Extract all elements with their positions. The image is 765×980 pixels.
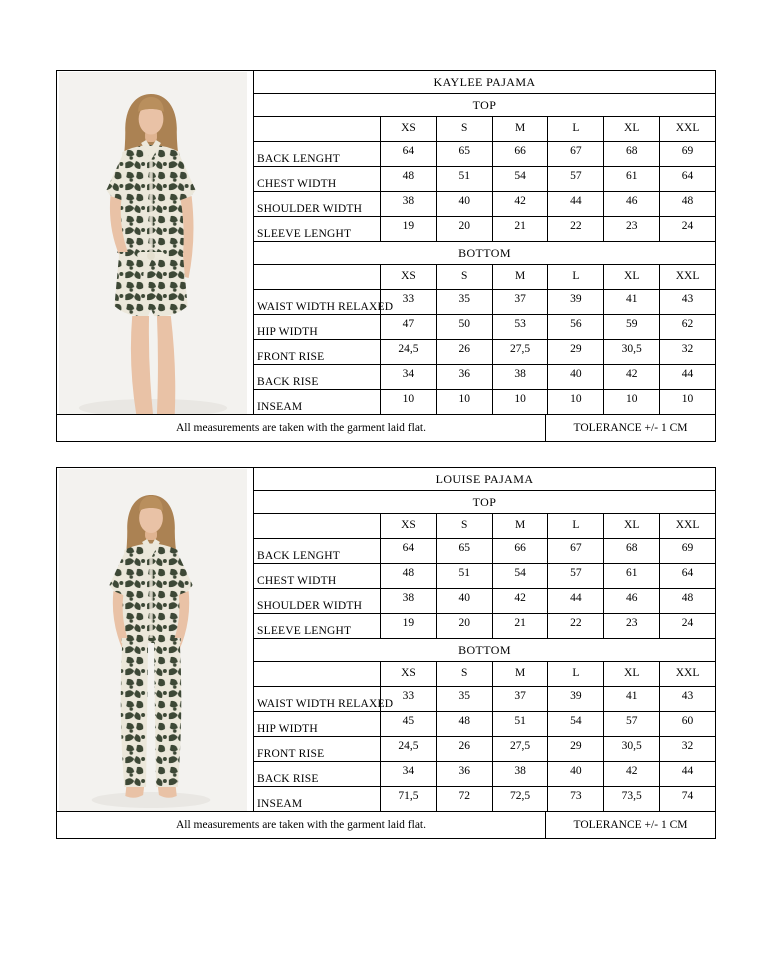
- measurement-value: 48: [681, 592, 694, 604]
- measurement-value: 40: [437, 192, 493, 216]
- measurement-value: 54: [493, 167, 549, 191]
- louise-measure-table: [254, 468, 715, 811]
- section-top-label: TOP: [254, 94, 715, 117]
- measurement-value: 66: [493, 142, 549, 166]
- measurement-value: 54: [548, 712, 604, 736]
- measurement-value: 40: [548, 762, 604, 786]
- measurement-value: 33: [381, 290, 437, 314]
- size-header-row: [254, 514, 715, 539]
- empty-corner-cell: [254, 265, 381, 289]
- table-row: [254, 737, 715, 762]
- measurement-value: 66: [493, 539, 549, 563]
- measurement-value: 67: [548, 539, 604, 563]
- measurement-value: 53: [493, 315, 549, 339]
- measurement-value: 37: [493, 290, 549, 314]
- measurement-label: SHOULDER WIDTH: [254, 589, 381, 613]
- measurement-value: 10: [381, 390, 437, 414]
- measurement-value: 43: [681, 293, 694, 305]
- measurement-label: FRONT RISE: [254, 340, 381, 364]
- size-header: M: [493, 514, 549, 538]
- measurement-value: 38: [381, 589, 437, 613]
- empty-corner-cell: [254, 662, 381, 686]
- measurement-value: 45: [381, 712, 437, 736]
- measurement-label: CHEST WIDTH: [254, 564, 381, 588]
- size-header: M: [493, 662, 549, 686]
- kaylee-product-photo: [57, 71, 254, 414]
- measurement-value: 68: [604, 142, 660, 166]
- size-header: L: [548, 265, 604, 289]
- measurement-label: FRONT RISE: [254, 737, 381, 761]
- measurement-label: BACK LENGHT: [254, 539, 381, 563]
- measurement-value: 39: [548, 290, 604, 314]
- measurement-value: 73: [548, 787, 604, 811]
- measurement-value: 64: [681, 567, 694, 579]
- measurement-value: 23: [604, 614, 660, 638]
- measurement-value: 40: [548, 365, 604, 389]
- size-header: M: [493, 265, 549, 289]
- measurement-value: 68: [604, 539, 660, 563]
- measurement-value: 19: [381, 614, 437, 638]
- measurement-value: 10: [604, 390, 660, 414]
- measurement-value: 29: [548, 340, 604, 364]
- size-header: XXL: [675, 519, 700, 531]
- size-header: L: [548, 662, 604, 686]
- measurement-value: 41: [604, 687, 660, 711]
- measurement-value: 24,5: [381, 340, 437, 364]
- measurement-value: 35: [437, 687, 493, 711]
- measurement-value: 32: [681, 740, 694, 752]
- size-header: XL: [604, 514, 660, 538]
- measurement-label: WAIST WIDTH RELAXED: [254, 687, 381, 711]
- measurement-label: CHEST WIDTH: [254, 167, 381, 191]
- measurement-value: 37: [493, 687, 549, 711]
- measurement-value: 57: [548, 564, 604, 588]
- measurement-value: 69: [681, 145, 694, 157]
- measurement-value: 72,5: [493, 787, 549, 811]
- measurement-value: 22: [548, 217, 604, 241]
- table-row: [254, 712, 715, 737]
- kaylee-size-chart: [56, 70, 716, 442]
- table-row: [254, 787, 715, 811]
- size-header: XXL: [675, 270, 700, 282]
- louise-model-illustration: [59, 469, 247, 811]
- measurement-value: 34: [381, 762, 437, 786]
- section-bottom-label: BOTTOM: [254, 639, 715, 662]
- section-bottom-label: BOTTOM: [254, 242, 715, 265]
- size-header: L: [548, 514, 604, 538]
- measurement-value: 65: [437, 142, 493, 166]
- measurement-value: 26: [437, 340, 493, 364]
- measurement-value: 62: [681, 318, 694, 330]
- measurement-value: 21: [493, 217, 549, 241]
- measurement-value: 30,5: [604, 737, 660, 761]
- measurement-value: 48: [437, 712, 493, 736]
- measurement-value: 34: [381, 365, 437, 389]
- size-header: XS: [381, 514, 437, 538]
- measurement-value: 46: [604, 192, 660, 216]
- measurement-value: 24: [681, 220, 694, 232]
- louise-size-chart: [56, 467, 716, 839]
- section-top-label: TOP: [254, 491, 715, 514]
- measurement-value: 48: [381, 564, 437, 588]
- measurement-value: 71,5: [381, 787, 437, 811]
- table-row: [254, 217, 715, 242]
- measurement-value: 27,5: [493, 340, 549, 364]
- measurement-value: 64: [681, 170, 694, 182]
- measurement-label: BACK RISE: [254, 365, 381, 389]
- measurement-label: BACK RISE: [254, 762, 381, 786]
- measurement-value: 46: [604, 589, 660, 613]
- measurement-value: 22: [548, 614, 604, 638]
- table-row: [254, 142, 715, 167]
- measurement-value: 33: [381, 687, 437, 711]
- table-row: [254, 167, 715, 192]
- measurement-value: 42: [493, 192, 549, 216]
- measurement-value: 64: [381, 539, 437, 563]
- measurement-value: 50: [437, 315, 493, 339]
- measurement-value: 54: [493, 564, 549, 588]
- measurement-value: 65: [437, 539, 493, 563]
- size-header: XL: [604, 117, 660, 141]
- kaylee-chart-footer: [57, 415, 715, 441]
- table-row: [254, 315, 715, 340]
- size-header: XS: [381, 117, 437, 141]
- table-row: [254, 365, 715, 390]
- measurement-value: 39: [548, 687, 604, 711]
- table-row: [254, 762, 715, 787]
- measurement-value: 24,5: [381, 737, 437, 761]
- measurement-value: 27,5: [493, 737, 549, 761]
- measurement-value: 29: [548, 737, 604, 761]
- size-header: S: [437, 514, 493, 538]
- measurement-label: INSEAM: [254, 787, 381, 811]
- measurement-value: 48: [381, 167, 437, 191]
- size-header: S: [437, 662, 493, 686]
- size-header: XS: [381, 265, 437, 289]
- table-row: [254, 390, 715, 414]
- measurement-value: 40: [437, 589, 493, 613]
- measurement-value: 51: [493, 712, 549, 736]
- size-header: M: [493, 117, 549, 141]
- table-row: [254, 192, 715, 217]
- measurement-value: 23: [604, 217, 660, 241]
- measurement-value: 19: [381, 217, 437, 241]
- measurement-value: 20: [437, 217, 493, 241]
- measurement-value: 21: [493, 614, 549, 638]
- table-row: [254, 290, 715, 315]
- measurement-value: 26: [437, 737, 493, 761]
- size-header: XS: [381, 662, 437, 686]
- measurement-value: 59: [604, 315, 660, 339]
- measurement-value: 60: [681, 715, 694, 727]
- kaylee-chart-body: [57, 71, 715, 415]
- size-header: XL: [604, 662, 660, 686]
- measurement-value: 44: [548, 192, 604, 216]
- size-header-row: [254, 117, 715, 142]
- measurement-value: 51: [437, 564, 493, 588]
- table-row: [254, 589, 715, 614]
- size-header: L: [548, 117, 604, 141]
- measurement-label: BACK LENGHT: [254, 142, 381, 166]
- size-header-row: [254, 265, 715, 290]
- measurement-value: 57: [548, 167, 604, 191]
- measurement-label: HIP WIDTH: [254, 315, 381, 339]
- measurement-value: 36: [437, 762, 493, 786]
- measurement-note: All measurements are taken with the garment laid flat.: [57, 812, 546, 838]
- measurement-value: 57: [604, 712, 660, 736]
- table-row: [254, 539, 715, 564]
- measurement-note: All measurements are taken with the garment laid flat.: [57, 415, 546, 441]
- measurement-value: 10: [493, 390, 549, 414]
- measurement-value: 36: [437, 365, 493, 389]
- measurement-value: 41: [604, 290, 660, 314]
- kaylee-model-illustration: [59, 72, 247, 414]
- measurement-value: 10: [681, 393, 694, 405]
- measurement-value: 20: [437, 614, 493, 638]
- measurement-value: 44: [681, 765, 694, 777]
- empty-corner-cell: [254, 117, 381, 141]
- measurement-value: 42: [604, 365, 660, 389]
- measurement-value: 74: [681, 790, 694, 802]
- measurement-label: WAIST WIDTH RELAXED: [254, 290, 381, 314]
- measurement-value: 56: [548, 315, 604, 339]
- empty-corner-cell: [254, 514, 381, 538]
- measurement-value: 24: [681, 617, 694, 629]
- measurement-value: 64: [381, 142, 437, 166]
- measurement-label: SHOULDER WIDTH: [254, 192, 381, 216]
- table-row: [254, 687, 715, 712]
- measurement-value: 48: [681, 195, 694, 207]
- measurement-value: 38: [381, 192, 437, 216]
- table-row: [254, 340, 715, 365]
- measurement-value: 30,5: [604, 340, 660, 364]
- louise-chart-footer: [57, 812, 715, 838]
- measurement-label: SLEEVE LENGHT: [254, 614, 381, 638]
- measurement-label: SLEEVE LENGHT: [254, 217, 381, 241]
- louise-chart-body: [57, 468, 715, 812]
- chart-title: KAYLEE PAJAMA: [254, 71, 715, 94]
- measurement-value: 44: [681, 368, 694, 380]
- measurement-value: 42: [604, 762, 660, 786]
- measurement-label: INSEAM: [254, 390, 381, 414]
- tolerance-note: TOLERANCE +/- 1 CM: [573, 819, 688, 831]
- measurement-value: 67: [548, 142, 604, 166]
- measurement-value: 72: [437, 787, 493, 811]
- table-row: [254, 614, 715, 639]
- kaylee-measure-table: [254, 71, 715, 414]
- measurement-value: 61: [604, 167, 660, 191]
- measurement-value: 38: [493, 762, 549, 786]
- size-header-row: [254, 662, 715, 687]
- chart-title: LOUISE PAJAMA: [254, 468, 715, 491]
- measurement-value: 61: [604, 564, 660, 588]
- table-row: [254, 564, 715, 589]
- measurement-value: 69: [681, 542, 694, 554]
- measurement-value: 73,5: [604, 787, 660, 811]
- measurement-value: 10: [548, 390, 604, 414]
- measurement-value: 44: [548, 589, 604, 613]
- measurement-value: 42: [493, 589, 549, 613]
- size-header: XXL: [675, 122, 700, 134]
- measurement-value: 35: [437, 290, 493, 314]
- size-header: S: [437, 265, 493, 289]
- size-header: XL: [604, 265, 660, 289]
- measurement-value: 38: [493, 365, 549, 389]
- measurement-value: 51: [437, 167, 493, 191]
- measurement-value: 10: [437, 390, 493, 414]
- measurement-value: 43: [681, 690, 694, 702]
- tolerance-note: TOLERANCE +/- 1 CM: [573, 422, 688, 434]
- size-header: S: [437, 117, 493, 141]
- louise-product-photo: [57, 468, 254, 811]
- measurement-label: HIP WIDTH: [254, 712, 381, 736]
- measurement-value: 47: [381, 315, 437, 339]
- measurement-value: 32: [681, 343, 694, 355]
- size-header: XXL: [675, 667, 700, 679]
